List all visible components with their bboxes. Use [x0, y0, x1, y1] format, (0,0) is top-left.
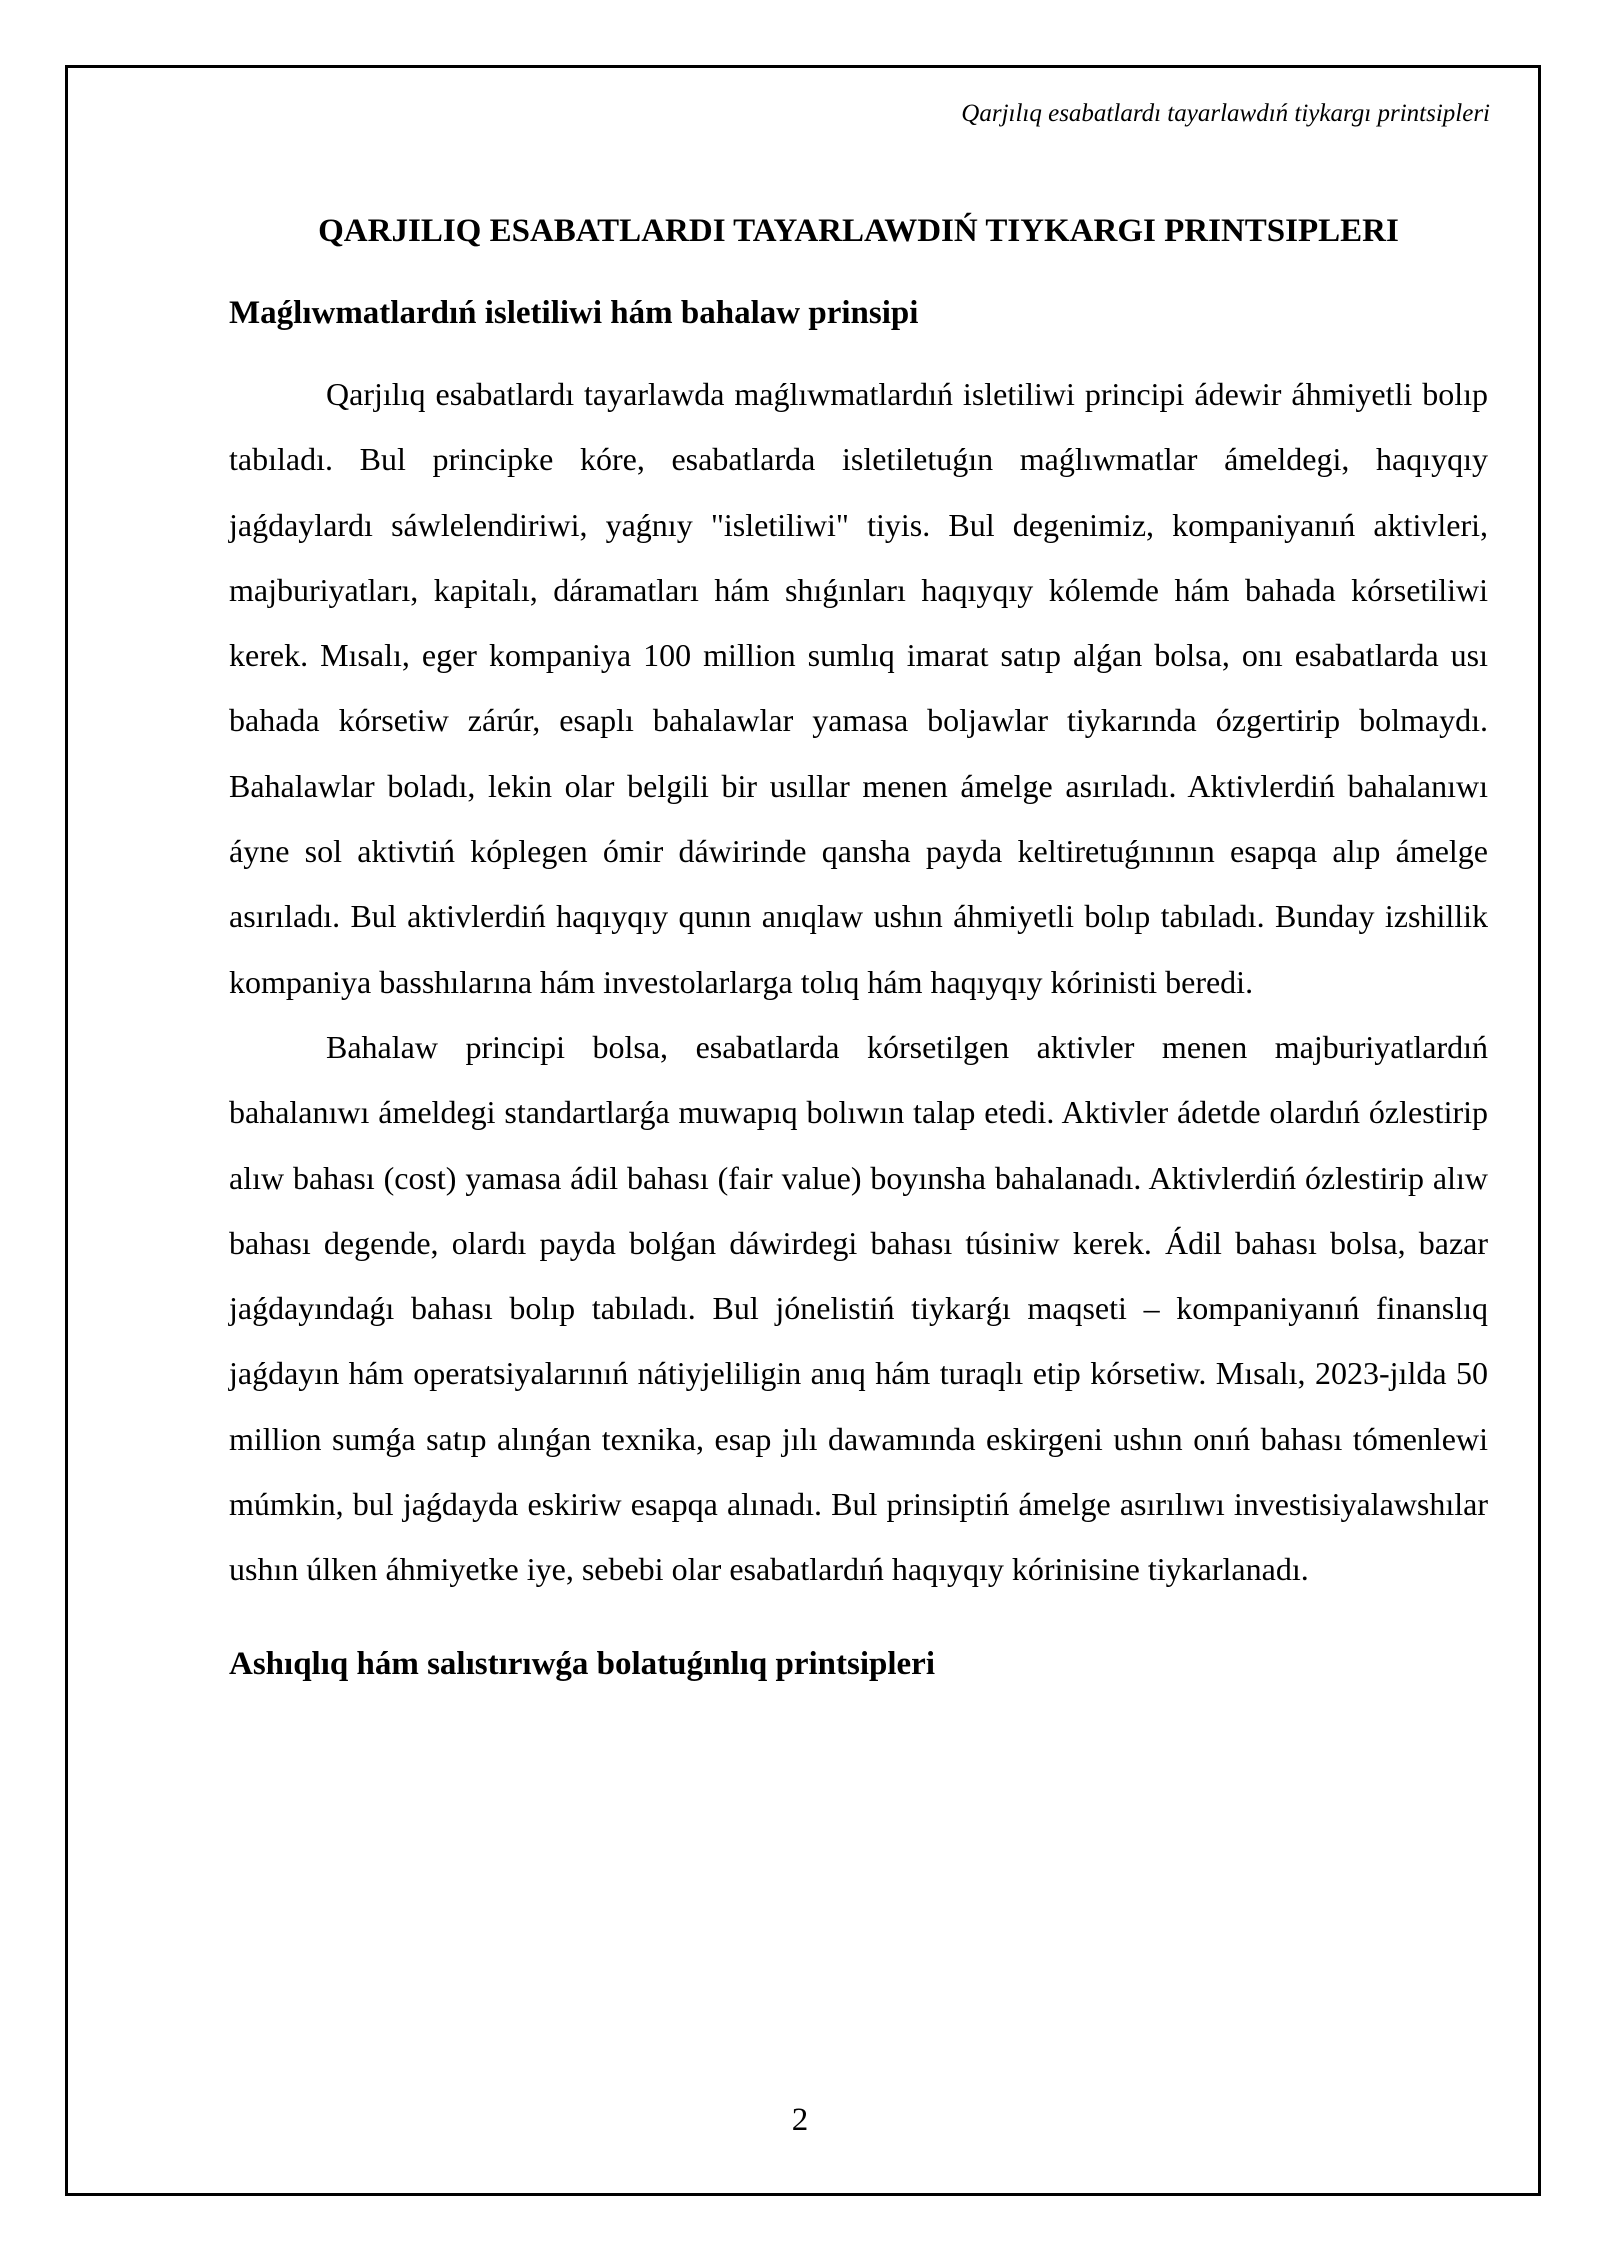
paragraph-valuation-principle: Bahalaw principi bolsa, esabatlarda kórsetilgen aktivler menen majburiyatlardıń bahalanıwı ámeldegi standartlarǵa muwapıq bolıwın talap etedi. Aktivler ádetde olardıń ózlestirip alıw bahası (cost) yamasa ádil bahası (fair value) boyınsha bahalanadı. Aktivlerdiń ózlestirip alıw bahası degende, olardı payda bolǵan dáwirdegi bahası túsiniw kerek. Ádil bahası bolsa, bazar jaǵdayındaǵı bahası bolıp tabıladı. Bul jónelistiń tiykarǵı maqseti – kompaniyanıń finanslıq jaǵdayın hám operatsiyalarınıń nátiyjeliligin anıq hám turaqlı etip kórsetiw. Mısalı, 2023-jılda 50 million sumǵa satıp alınǵan texnika, esap jılı dawamında eskirgeni ushın onıń bahası tómenlewi múmkin, bul jaǵdayda eskiriw esapqa alınadı. Bul prinsiptiń ámelge asırılıwı investisiyalawshılar ushın úlken áhmiyetke iye, sebebi olar esabatlardıń haqıyqıy kórinisine tiykarlanadı. — [229, 1028, 1488, 1588]
section-heading-transparency: Ashıqlıq hám salıstırıwǵa bolatuǵınlıq printsipleri — [229, 1645, 935, 1682]
document-body — [229, 210, 1488, 1685]
page-number: 2 — [791, 2102, 809, 2138]
paragraph-information-use: Qarjılıq esabatlardı tayarlawda maǵlıwmatlardıń isletiliwi principi ádewir áhmiyetli bolıp tabıladı. Bul principke kóre, esabatlarda isletiletuǵın maǵlıwmatlar ámeldegi, haqıyqıy jaǵdaylardı sáwlelendiriwi, yaǵnıy "isletiliwi" tiyis. Bul degenimiz, kompaniyanıń aktivleri, majburiyatları, kapitalı, dáramatları hám shıǵınları haqıyqıy kólemde hám bahada kórsetiliwi kerek. Mısalı, eger kompaniya 100 million sumlıq imarat satıp alǵan bolsa, onı esabatlarda usı bahada kórsetiw zárúr, esaplı bahalawlar yamasa boljawlar tiykarında ózgertirip bolmaydı. Bahalawlar boladı, lekin olar belgili bir usıllar menen ámelge asırıladı. Aktivlerdiń bahalanıwı áyne sol aktivtiń kóplegen ómir dáwirinde qansha payda keltiretuǵınının esapqa alıp ámelge asırıladı. Bul aktivlerdiń haqıyqıy qunın anıqlaw ushın áhmiyetli bolıp tabıladı. Bunday izshillik kompaniya basshılarına hám investolarlarga tolıq hám haqıyqıy kórinisti beredi. — [229, 376, 1488, 1000]
document-title: QARJILIQ ESABATLARDI TAYARLAWDIŃ TIYKARGI PRINTSIPLERI — [318, 213, 1399, 249]
section-heading-valuation: Maǵlıwmatlardıń isletiliwi hám bahalaw prinsipi — [229, 295, 919, 331]
running-header: Qarjılıq esabatlardı tayarlawdıń tiykargı printsipleri — [961, 100, 1490, 127]
